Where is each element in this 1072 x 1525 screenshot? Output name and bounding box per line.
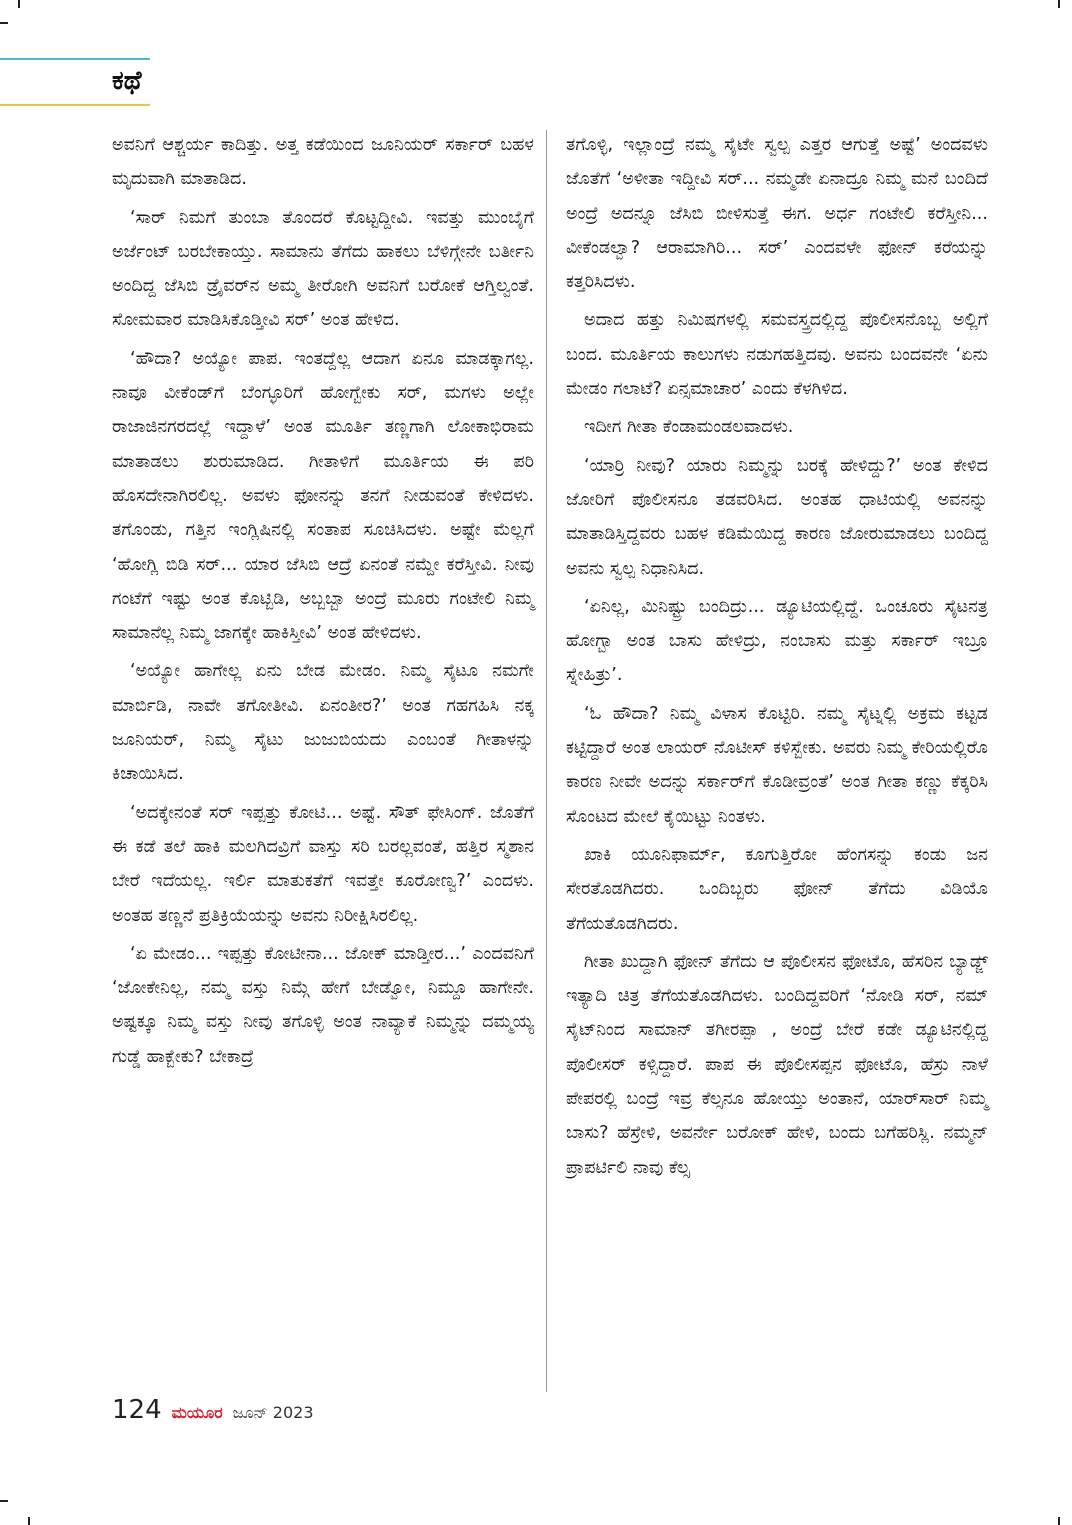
issue-date: ಜೂನ್ 2023 [232, 1403, 314, 1422]
text-column-right [566, 128, 988, 1185]
crop-mark [1058, 1517, 1060, 1525]
paragraph: ‘ಸಾರ್ ನಿಮಗೆ ತುಂಬಾ ತೊಂದರೆ ಕೊಟ್ಟದ್ದೀವಿ. ಇವತ್ತು ಮುಂಬೈಗೆ ಅರ್ಜೆಂಟ್ ಬರಬೇಕಾಯ್ತು. ಸಾಮಾನು ತೆಗೆದು ಹಾಕಲು ಬೆಳಿಗ್ಗೇನೇ ಬರ್ತೀನಿ ಅಂದಿದ್ದ ಜೆಸಿಬಿ ಡ್ರೈವರ್‌ನ ಅಮ್ಮ ತೀರೋಗಿ ಅವನಿಗೆ ಬರೋಕೆ ಆಗ್ತಿಲ್ವಂತೆ. ಸೋಮವಾರ ಮಾಡಿಸಿಕೊಡ್ತೀವಿ ಸರ್’ ಅಂತ ಹೇಳಿದ. [112, 207, 534, 331]
crop-mark [1058, 0, 1060, 8]
paragraph: ‘ಏನಿಲ್ಲ, ಮಿನಿಷ್ಟ್ರು ಬಂದಿದ್ರು... ಡ್ಯೂಟಿಯಲ್ಲಿದ್ದೆ. ಒಂಚೂರು ಸೈಟನತ್ರ ಹೋಗ್ಬಾ ಅಂತ ಬಾಸು ಹೇಳಿದ್ರು, ನಂಬಾಸು ಮತ್ತು ಸರ್ಕಾರ್ ಇಬ್ರೂ ಸ್ನೇಹಿತ್ರು’. [566, 596, 988, 686]
header-rule-top [0, 58, 150, 60]
crop-mark [28, 1517, 30, 1525]
paragraph: ‘ಏ ಮೇಡಂ... ಇಪ್ಪತ್ತು ಕೋಟೀನಾ... ಜೋಕ್ ಮಾಡ್ತೀರ...’ ಎಂದವನಿಗೆ ‘ಜೋಕೇನಿಲ್ಲ, ನಮ್ಮ ವಸ್ತು ನಿಮ್ಗೆ ಹೇಗೆ ಬೇಡ್ವೋ, ನಿಮ್ದೂ ಹಾಗೇನೇ. ಅಷ್ಟಕ್ಕೂ ನಿಮ್ಮ ವಸ್ತು ನೀವು ತಗೊಳ್ಳಿ ಅಂತ ನಾವ್ಯಾಕೆ ನಿಮ್ಮನ್ನು ದಮ್ಮಯ್ಯ ಗುಡ್ಡೆ ಹಾಕ್ಬೇಕು? ಬೇಕಾದ್ರೆ [112, 943, 534, 1067]
paragraph: ‘ಹೌದಾ? ಅಯ್ಯೋ ಪಾಪ. ಇಂತದ್ದೆಲ್ಲ ಆದಾಗ ಏನೂ ಮಾಡಕ್ಕಾಗಲ್ಲ. ನಾವೂ ವೀಕೆಂಡ್‌ಗೆ ಬೆಂಗ್ಳೂರಿಗೆ ಹೋಗ್ಬೇಕು ಸರ್, ಮಗಳು ಅಲ್ಲೇ ರಾಜಾಜಿನಗರದಲ್ಲೆ ಇದ್ದಾಳೆ’ ಅಂತ ಮೂರ್ತಿ ತಣ್ಣಗಾಗಿ ಲೋಕಾಭಿರಾಮ ಮಾತಾಡಲು ಶುರುಮಾಡಿದ. ಗೀತಾಳಿಗೆ ಮೂರ್ತಿಯ ಈ ಪರಿ ಹೊಸದೇನಾಗಿರಲಿಲ್ಲ. ಅವಳು ಫೋನನ್ನು ತನಗೆ ನೀಡುವಂತೆ ಕೇಳಿದಳು. ತಗೊಂಡು, ಗತ್ತಿನ ಇಂಗ್ಲಿಷಿನಲ್ಲಿ ಸಂತಾಪ ಸೂಚಿಸಿದಳು. ಅಷ್ಟೇ ಮೆಲ್ಲಗೆ ‘ಹೋಗ್ಲಿ ಬಿಡಿ ಸರ್... ಯಾರ ಜೆಸಿಬಿ ಆದ್ರೆ ಏನಂತೆ ನಮ್ದೇ ಕರೆಸ್ತೀವಿ. ನೀವು ಗಂಟೆಗೆ ಇಷ್ಟು ಅಂತ ಕೊಟ್ಬಿಡಿ, ಅಬ್ಬಬ್ಬಾ ಅಂದ್ರೆ ಮೂರು ಗಂಟೇಲಿ ನಿಮ್ಮ ಸಾಮಾನೆಲ್ಲ ನಿಮ್ಮ ಜಾಗಕ್ಕೇ ಹಾಕಿಸ್ತೀವಿ’ ಅಂತ ಹೇಳಿದಳು. [112, 348, 534, 644]
page-footer [112, 1395, 314, 1425]
paragraph: ಗೀತಾ ಖುದ್ದಾಗಿ ಫೋನ್ ತೆಗೆದು ಆ ಪೊಲೀಸನ ಫೋಟೊ, ಹೆಸರಿನ ಬ್ಯಾಡ್ಜ್ ಇತ್ಯಾದಿ ಚಿತ್ರ ತೆಗೆಯತೊಡಗಿದಳು. ಬಂದಿದ್ದವರಿಗೆ ‘ನೋಡಿ ಸರ್, ನಮ್ ಸೈಟ್‌ನಿಂದ ಸಾಮಾನ್ ತಗೀರಪ್ಪಾ , ಅಂದ್ರೆ ಬೇರೆ ಕಡೇ ಡ್ಯೂಟಿನಲ್ಲಿದ್ದ ಪೊಲೀಸರ್ ಕಳ್ಸಿದ್ದಾರೆ. ಪಾಪ ಈ ಪೊಲೀಸಪ್ಪನ ಫೋಟೊ, ಹೆಸ್ರು ನಾಳೆ ಪೇಪರಲ್ಲಿ ಬಂದ್ರೆ ಇವ್ರ ಕೆಲ್ಸನೂ ಹೋಯ್ತು ಅಂತಾನೆ, ಯಾರ್‌ಸಾರ್ ನಿಮ್ಮ ಬಾಸು? ಹೆಸ್ರೇಳಿ, ಅವರ್ನೇ ಬರೋಕ್ ಹೇಳಿ, ಬಂದು ಬಗೆಹರಿಸ್ಲಿ. ನಮ್ಮನ್ ಪ್ರಾಪರ್ಟಿಲಿ ನಾವು ಕೆಲ್ಸ [566, 951, 988, 1178]
paragraph: ‘ಅದಕ್ಕೇನಂತೆ ಸರ್ ಇಪ್ಪತ್ತು ಕೋಟಿ... ಅಷ್ಟೆ. ಸೌತ್ ಫೇಸಿಂಗ್. ಜೊತೆಗೆ ಈ ಕಡೆ ತಲೆ ಹಾಕಿ ಮಲಗಿದವ್ರಿಗೆ ವಾಸ್ತು ಸರಿ ಬರಲ್ಲವಂತೆ, ಹತ್ತಿರ ಸ್ಮಶಾನ ಬೇರೆ ಇದೆಯಲ್ಲ. ಇರ್ಲಿ ಮಾತುಕತೆಗೆ ಇವತ್ತೇ ಕೂರೋಣ್ವ?’ ಎಂದಳು. ಅಂತಹ ತಣ್ಣನೆ ಪ್ರತಿಕ್ರಿಯೆಯನ್ನು ಅವನು ನಿರೀಕ್ಷಿಸಿರಲಿಲ್ಲ. [112, 802, 534, 926]
paragraph: ಖಾಕಿ ಯೂನಿಫಾರ್ಮ್, ಕೂಗುತ್ತಿರೋ ಹೆಂಗಸನ್ನು ಕಂಡು ಜನ ಸೇರತೊಡಗಿದರು. ಒಂದಿಬ್ಬರು ಫೋನ್ ತೆಗೆದು ವಿಡಿಯೊ ತೆಗೆಯತೊಡಗಿದರು. [566, 844, 988, 934]
paragraph: ಅವನಿಗೆ ಆಶ್ಚರ್ಯ ಕಾದಿತ್ತು. ಅತ್ತ ಕಡೆಯಿಂದ ಜೂನಿಯರ್ ಸರ್ಕಾರ್ ಬಹಳ ಮೃದುವಾಗಿ ಮಾತಾಡಿದ. [112, 135, 534, 190]
section-header [0, 58, 162, 108]
text-column-left [112, 128, 534, 1074]
crop-mark [18, 0, 20, 8]
paragraph: ಅದಾದ ಹತ್ತು ನಿಮಿಷಗಳಲ್ಲಿ ಸಮವಸ್ತ್ರದಲ್ಲಿದ್ದ ಪೊಲೀಸನೊಬ್ಬ ಅಲ್ಲಿಗೆ ಬಂದ. ಮೂರ್ತಿಯ ಕಾಲುಗಳು ನಡುಗಹತ್ತಿದವು. ಅವನು ಬಂದವನೇ ‘ಏನು ಮೇಡಂ ಗಲಾಟೆ? ಏನ್ಸಮಾಚಾರ’ ಎಂದು ಕೆಳಗಿಳಿದ. [566, 310, 988, 400]
paragraph: ತಗೊಳ್ಳಿ, ಇಲ್ಲಾಂದ್ರೆ ನಮ್ಮ ಸೈಟೇ ಸ್ವಲ್ಪ ಎತ್ತರ ಆಗುತ್ತೆ ಅಷ್ಟೆ’ ಅಂದವಳು ಜೊತೆಗೆ ‘ಅಳೀತಾ ಇದ್ದೀವಿ ಸರ್... ನಮ್ಮಡೇ ಏನಾದ್ರೂ ನಿಮ್ಮ ಮನೆ ಬಂದಿದೆ ಅಂದ್ರೆ ಅದನ್ನೂ ಜೆಸಿಬಿ ಬೀಳಿಸುತ್ತೆ ಈಗ. ಅರ್ಧ ಗಂಟೇಲಿ ಕರೆಸ್ತೀನಿ... ವೀಕೆಂಡಲ್ವಾ? ಆರಾಮಾಗಿರಿ... ಸರ್’ ಎಂದವಳೇ ಫೋನ್ ಕರೆಯನ್ನು ಕತ್ತರಿಸಿದಳು. [566, 135, 988, 293]
page-number: 124 [112, 1395, 162, 1425]
column-divider [546, 130, 547, 1392]
paragraph: ‘ಯಾರ್ರಿ ನೀವು? ಯಾರು ನಿಮ್ಮನ್ನು ಬರಕ್ಕೆ ಹೇಳಿದ್ದು?’ ಅಂತ ಕೇಳಿದ ಜೋರಿಗೆ ಪೊಲೀಸನೂ ತಡವರಿಸಿದ. ಅಂತಹ ಧಾಟಿಯಲ್ಲಿ ಅವನನ್ನು ಮಾತಾಡಿಸ್ತಿದ್ದವರು ಬಹಳ ಕಡಿಮೆಯಿದ್ದ ಕಾರಣ ಜೋರುಮಾಡಲು ಬಂದಿದ್ದ ಅವನು ಸ್ವಲ್ಪ ನಿಧಾನಿಸಿದ. [566, 455, 988, 579]
crop-mark [0, 1500, 8, 1502]
magazine-logo: ಮಯೂರ [171, 1403, 223, 1422]
crop-mark [0, 22, 8, 24]
header-rule-bottom [0, 104, 150, 106]
paragraph: ಇದೀಗ ಗೀತಾ ಕೆಂಡಾಮಂಡಲವಾದಳು. [584, 417, 794, 438]
section-title: ಕಥೆ [112, 66, 142, 96]
paragraph: ‘ಅಯ್ಯೋ ಹಾಗೇಲ್ಲ ಏನು ಬೇಡ ಮೇಡಂ. ನಿಮ್ಮ ಸೈಟೂ ನಮಗೇ ಮಾರ್ಬಿಡಿ, ನಾವೇ ತಗೋತೀವಿ. ಏನಂತೀರ?’ ಅಂತ ಗಹಗಹಿಸಿ ನಕ್ಕ ಜೂನಿಯರ್, ನಿಮ್ಮ ಸೈಟು ಜುಜುಬಿಯದು ಎಂಬಂತೆ ಗೀತಾಳನ್ನು ಕಿಚಾಯಿಸಿದ. [112, 661, 534, 785]
paragraph: ‘ಓ ಹೌದಾ? ನಿಮ್ಮ ವಿಳಾಸ ಕೊಟ್ಟಿರಿ. ನಮ್ಮ ಸೈಟ್ನಲ್ಲಿ ಅಕ್ರಮ ಕಟ್ಟಡ ಕಟ್ಟಿದ್ದಾರೆ ಅಂತ ಲಾಯರ್ ನೊಟೀಸ್ ಕಳಿಸ್ಬೇಕು. ಅವರು ನಿಮ್ಮ ಕೇರಿಯಲ್ಲಿರೊ ಕಾರಣ ನೀವೇ ಅದನ್ನು ಸರ್ಕಾರ್‌ಗೆ ಕೊಡೀವ್ರಂತೆ’ ಅಂತ ಗೀತಾ ಕಣ್ಣು ಕೆಕ್ಕರಿಸಿ ಸೊಂಟದ ಮೇಲೆ ಕೈಯಿಟ್ಟು ನಿಂತಳು. [566, 703, 988, 827]
